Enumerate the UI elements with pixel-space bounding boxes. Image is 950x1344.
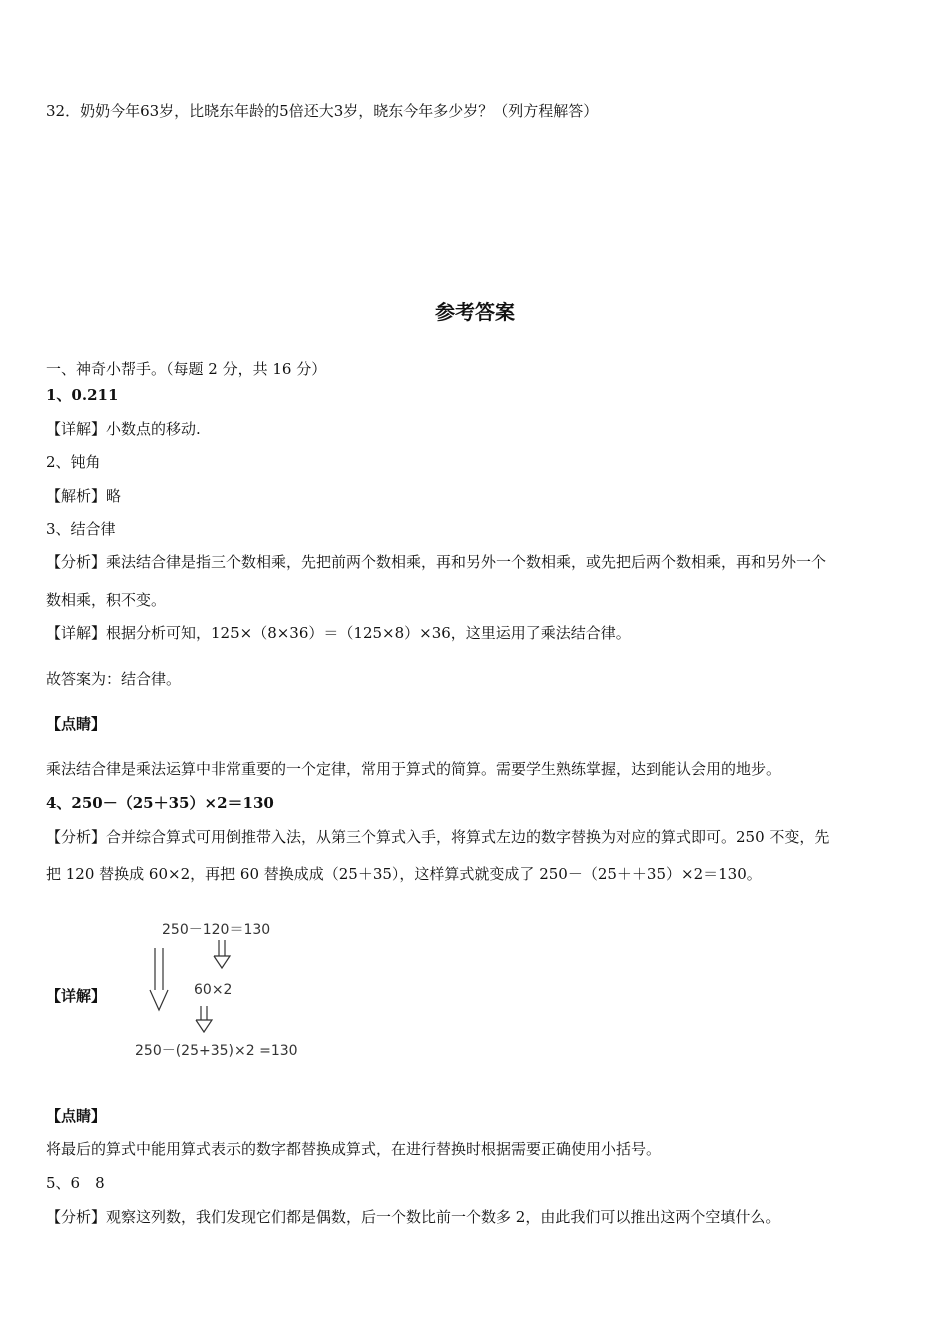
answer-title: 参考答案 <box>435 300 515 324</box>
answer-2-analysis: 【解析】略 <box>46 487 122 505</box>
long-down-arrow-icon <box>150 948 168 1010</box>
section1-header: 一、神奇小帮手。（每题 2 分，共 16 分） <box>46 360 327 378</box>
answer-1-label: 1、0.211 <box>46 386 119 404</box>
answer-4-label: 4、250－（25＋35）×2＝130 <box>46 794 274 812</box>
answer-3-detail: 【详解】根据分析可知，125×（8×36）＝（125×8）×36，这里运用了乘法结合律。 <box>46 624 631 642</box>
diagram-equation-3: 250－(25+35)×2 =130 <box>135 1043 298 1059</box>
diagram-equation-1: 250－120＝130 <box>162 922 271 938</box>
answer-4-comment: 将最后的算式中能用算式表示的数字都替换成算式，在进行替换时根据需要正确使用小括号。 <box>46 1140 662 1158</box>
answer-3-answer: 故答案为：结合律。 <box>46 670 182 688</box>
answer-3-analysis-1: 【分析】乘法结合律是指三个数相乘，先把前两个数相乘，再和另外一个数相乘，或先把后两个数相乘，再和另外一个 <box>46 553 827 571</box>
diagram-equation-2: 60×2 <box>194 982 233 998</box>
answer-4-analysis-1: 【分析】合并综合算式可用倒推带入法，从第三个算式入手，将算式左边的数字替换为对应的算式即可。250 不变，先 <box>46 828 830 846</box>
down-arrow-icon <box>214 940 230 968</box>
answer-4-detail-label: 【详解】 <box>46 987 107 1005</box>
answer-5-label: 5、6 8 <box>46 1174 105 1192</box>
answer-1-detail: 【详解】小数点的移动. <box>46 420 201 438</box>
down-arrow-icon <box>196 1006 212 1032</box>
question-32: 32．奶奶今年63岁，比晓东年龄的5倍还大3岁，晓东今年多少岁？（列方程解答） <box>46 102 599 120</box>
substitution-diagram <box>130 912 340 1072</box>
answer-2-label: 2、钝角 <box>46 453 101 471</box>
answer-4-analysis-2: 把 120 替换成 60×2，再把 60 替换成成（25＋35），这样算式就变成了 250－（25＋＋35）×2＝130。 <box>46 865 762 883</box>
answer-3-comment-label: 【点睛】 <box>46 715 107 733</box>
answer-3-analysis-2: 数相乘，积不变。 <box>46 591 167 609</box>
answer-3-label: 3、结合律 <box>46 520 116 538</box>
answer-5-analysis: 【分析】观察这列数，我们发现它们都是偶数，后一个数比前一个数多 2，由此我们可以推出这两个空填什么。 <box>46 1208 781 1226</box>
answer-3-comment: 乘法结合律是乘法运算中非常重要的一个定律，常用于算式的简算。需要学生熟练掌握，达到能认会用的地步。 <box>46 760 782 778</box>
answer-4-comment-label: 【点睛】 <box>46 1107 107 1125</box>
